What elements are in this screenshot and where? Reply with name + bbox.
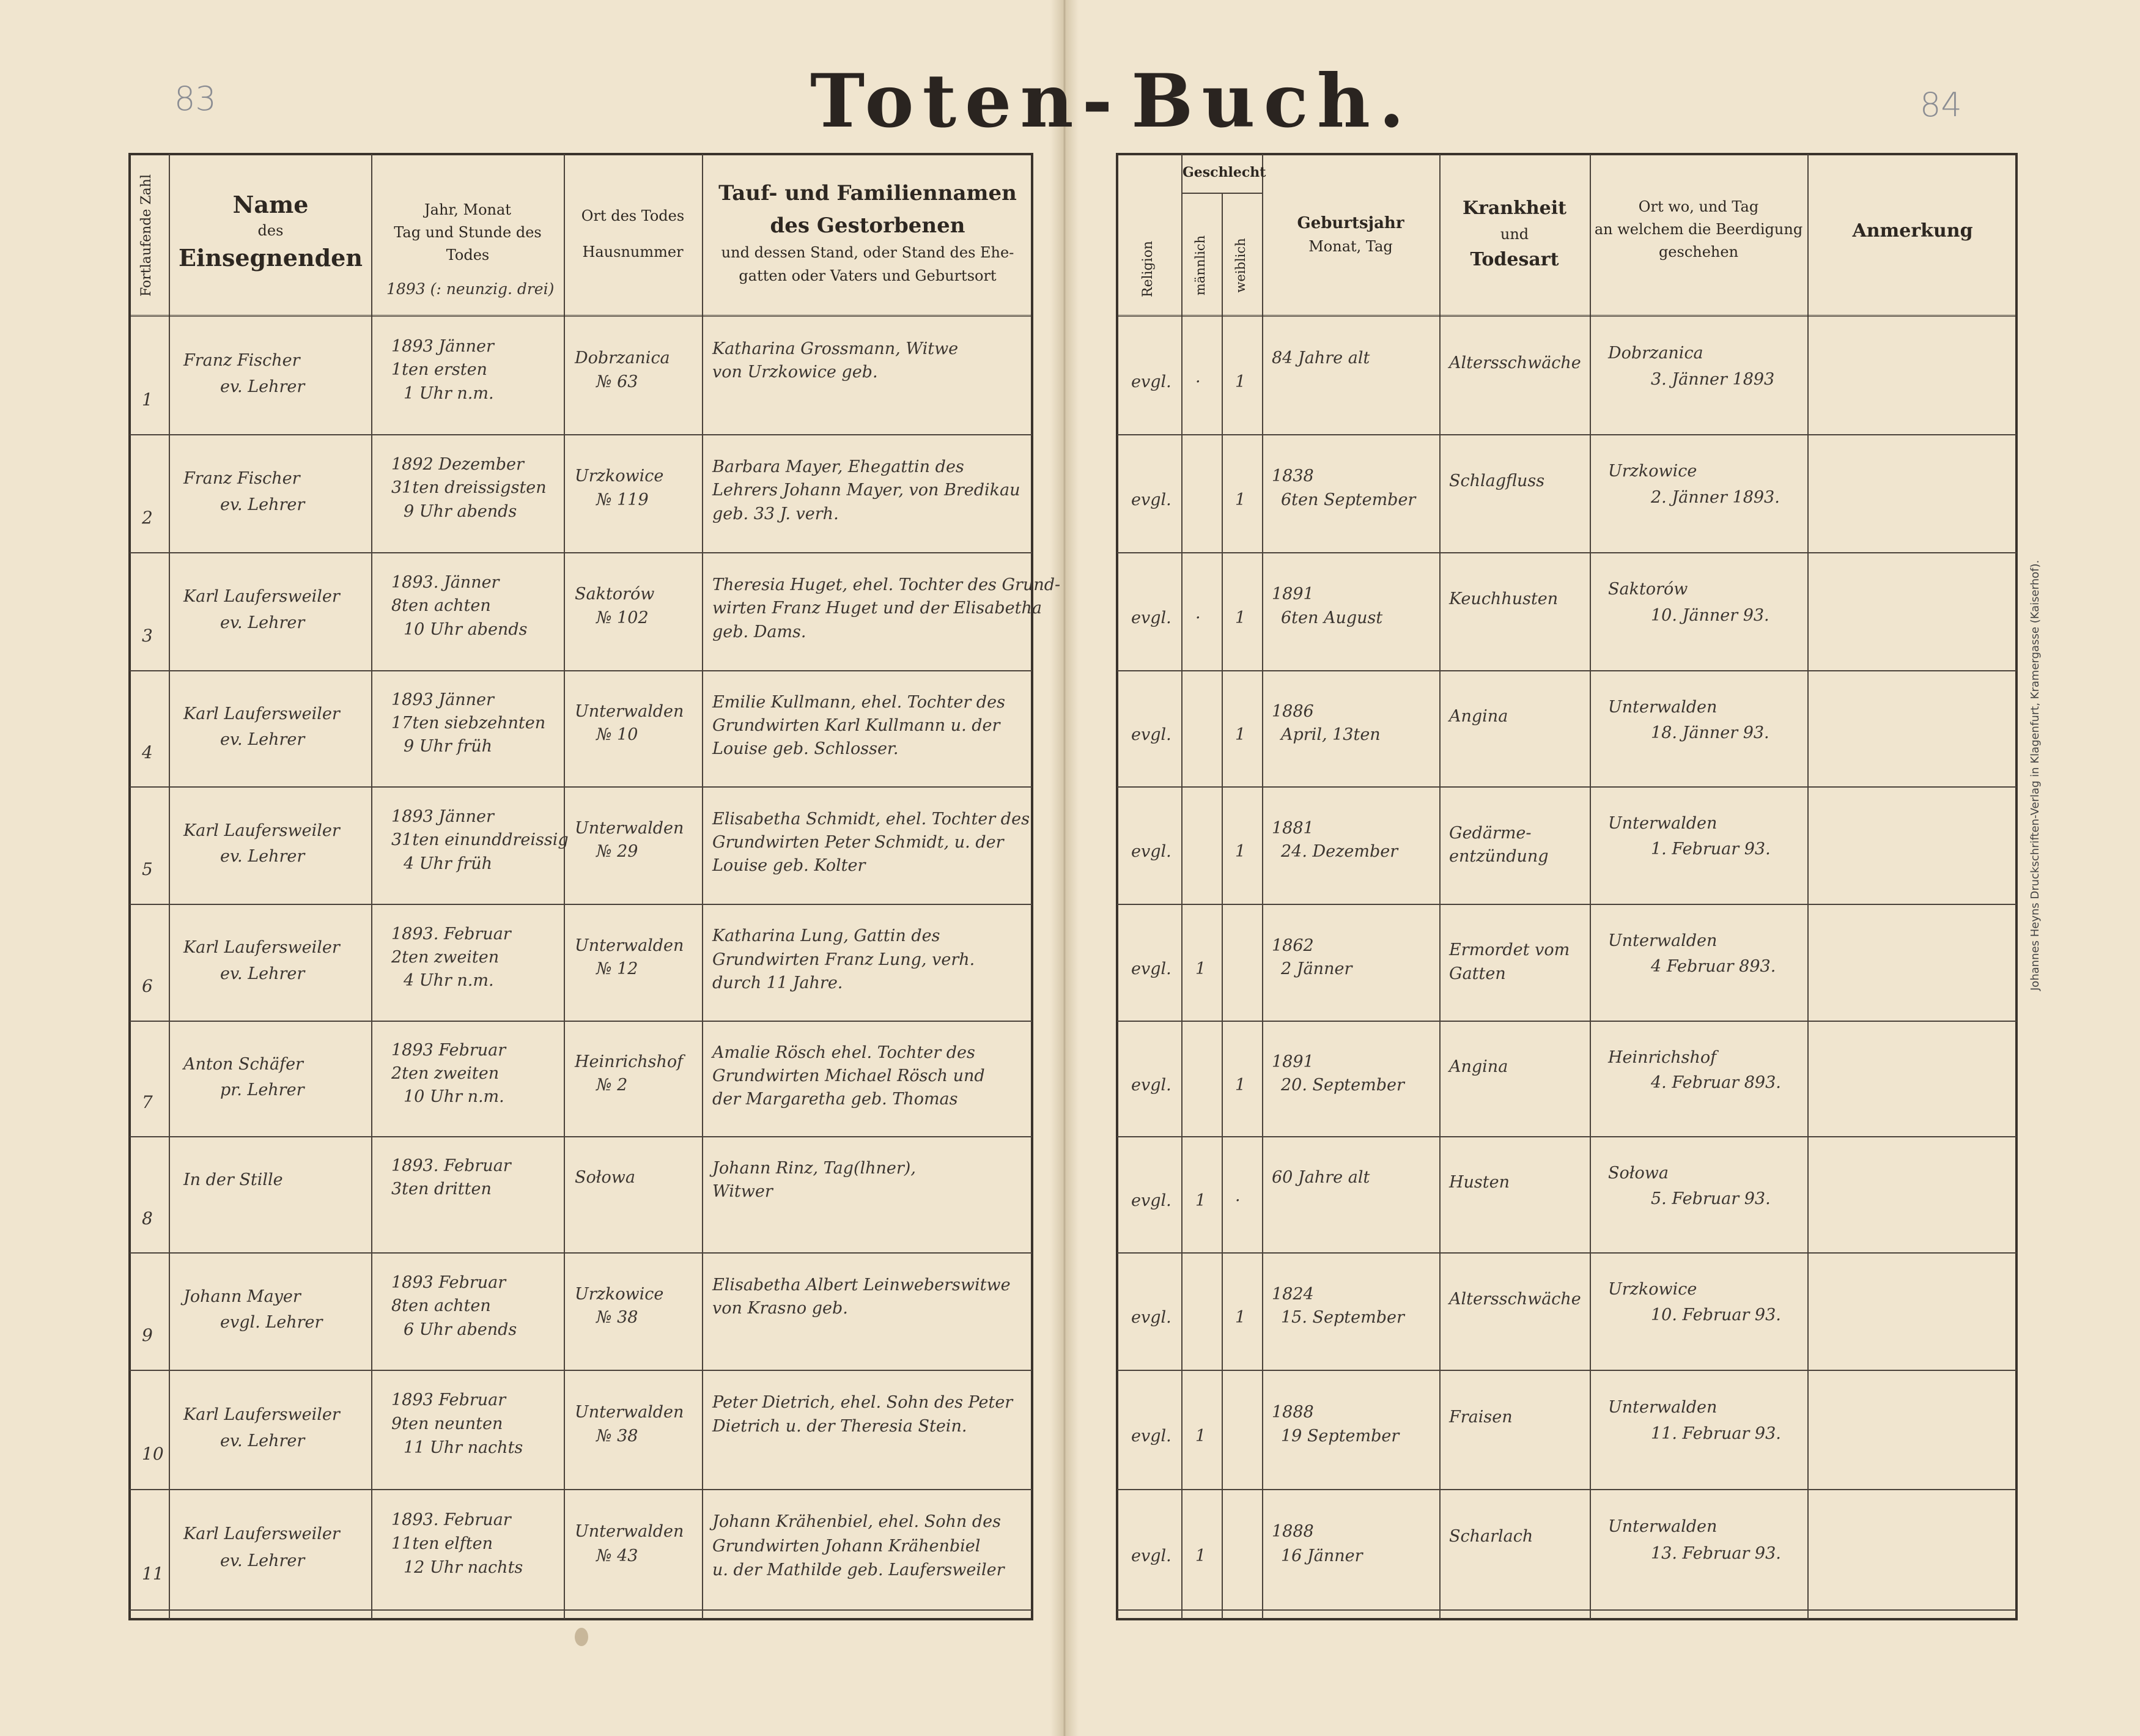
- row-line: [1117, 1136, 2016, 1137]
- header-deceased-line2: des Gestorbenen: [770, 213, 965, 238]
- row-number: 9: [142, 1325, 153, 1345]
- row-burial-place: Unterwalden: [1608, 814, 1718, 833]
- header-date-handwritten: 1893 (: neunzig. drei): [386, 280, 555, 298]
- header-name-line1: Name: [232, 191, 309, 218]
- row-house-number: № 12: [596, 959, 638, 978]
- row-death-day: 3ten dritten: [391, 1180, 492, 1199]
- row-house-number: № 10: [596, 725, 638, 744]
- page-title-right: Buch.: [1131, 58, 1413, 144]
- row-death-date: 1893. Februar: [391, 1510, 511, 1529]
- row-death-hour: 1 Uhr n.m.: [404, 384, 494, 403]
- row-deceased-line3: Louise geb. Kolter: [712, 856, 866, 875]
- row-deceased-line2: wirten Franz Huget und der Elisabetha: [712, 599, 1042, 618]
- row-deceased-line2: Dietrich u. der Theresia Stein.: [712, 1417, 967, 1436]
- row-religion: evgl.: [1131, 725, 1171, 744]
- row-number: 10: [142, 1444, 164, 1464]
- row-cause: Fraisen: [1449, 1408, 1513, 1427]
- row-death-day: 1ten ersten: [391, 360, 487, 379]
- header-rule-left: [130, 315, 1032, 317]
- row-number: 8: [142, 1208, 153, 1228]
- row-officiant-title: ev. Lehrer: [220, 1551, 305, 1570]
- row-cause: Schlagfluss: [1449, 471, 1545, 490]
- row-birth-year: 1888: [1272, 1403, 1314, 1422]
- row-death-date: 1893 Jänner: [391, 807, 494, 826]
- row-death-hour: 12 Uhr nachts: [404, 1558, 523, 1577]
- row-cause: Altersschwäche: [1449, 353, 1581, 372]
- header-date-line3: Todes: [446, 246, 490, 264]
- row-burial-date: 4 Februar 893.: [1651, 957, 1776, 976]
- row-number: 1: [142, 390, 153, 410]
- row-deceased-line2: von Urzkowice geb.: [712, 363, 878, 382]
- row-cause: Altersschwäche: [1449, 1290, 1581, 1309]
- row-deceased-line2: Grundwirten Peter Schmidt, u. der: [712, 833, 1004, 852]
- col-line: [1222, 193, 1223, 1619]
- row-officiant-title: pr. Lehrer: [220, 1080, 304, 1099]
- row-deceased-line2: Grundwirten Johann Krähenbiel: [712, 1537, 981, 1556]
- row-death-place: Unterwalden: [575, 1403, 684, 1422]
- row-female: 1: [1235, 1308, 1246, 1327]
- row-death-day: 8ten achten: [391, 596, 491, 615]
- header-deceased-line4: gatten oder Vaters und Geburtsort: [739, 267, 997, 284]
- row-deceased-line3: geb. 33 J. verh.: [712, 504, 839, 523]
- row-deceased-line2: Witwer: [712, 1182, 773, 1201]
- row-deceased-line2: Lehrers Johann Mayer, von Bredikau: [712, 481, 1020, 500]
- header-place: [565, 205, 701, 264]
- row-burial-date: 4. Februar 893.: [1651, 1073, 1781, 1092]
- header-running-number: Fortlaufende Zahl: [139, 174, 154, 297]
- row-birth-year: 84 Jahre alt: [1272, 349, 1370, 368]
- row-female: 1: [1235, 842, 1246, 861]
- row-religion: evgl.: [1131, 959, 1171, 978]
- book-gutter: [1050, 0, 1079, 1736]
- row-deceased-line2: Grundwirten Karl Kullmann u. der: [712, 716, 1000, 735]
- row-male: 1: [1195, 959, 1206, 978]
- row-male: 1: [1195, 1191, 1206, 1210]
- row-birth-date: 15. September: [1281, 1308, 1404, 1327]
- row-deceased-line3: Louise geb. Schlosser.: [712, 739, 899, 758]
- row-burial-date: 18. Jänner 93.: [1651, 723, 1769, 742]
- row-burial-place: Unterwalden: [1608, 931, 1718, 950]
- header-date: [372, 199, 563, 267]
- row-officiant-name: Karl Laufersweiler: [183, 1405, 340, 1424]
- row-number: 11: [142, 1564, 164, 1584]
- row-death-hour: 10 Uhr abends: [404, 620, 528, 639]
- row-house-number: № 102: [596, 608, 649, 627]
- row-burial-place: Unterwalden: [1608, 698, 1718, 717]
- row-officiant-name: Franz Fischer: [183, 351, 300, 370]
- row-male: 1: [1195, 1427, 1206, 1446]
- col-line: [1262, 154, 1263, 1619]
- header-name: [171, 190, 370, 273]
- row-officiant-title: ev. Lehrer: [220, 847, 305, 866]
- row-line: [1117, 1252, 2016, 1254]
- row-cause: Angina: [1449, 707, 1508, 726]
- header-female: weiblich: [1233, 238, 1248, 293]
- row-line: [1117, 904, 2016, 905]
- row-officiant-title: ev. Lehrer: [220, 377, 305, 396]
- row-death-day: 31ten dreissigsten: [391, 478, 547, 497]
- row-line: [130, 786, 1032, 788]
- row-male: ·: [1195, 608, 1201, 627]
- row-officiant-name: In der Stille: [183, 1170, 283, 1189]
- row-death-day: 2ten zweiten: [391, 948, 500, 967]
- row-burial-place: Saktorów: [1608, 580, 1688, 599]
- row-death-place: Unterwalden: [575, 936, 684, 955]
- row-deceased-line3: u. der Mathilde geb. Laufersweiler: [712, 1561, 1005, 1579]
- col-line: [1590, 154, 1591, 1619]
- row-birth-date: 2 Jänner: [1281, 959, 1352, 978]
- row-cause-line2: Gatten: [1449, 964, 1506, 983]
- row-death-place: Urzkowice: [575, 467, 664, 486]
- row-death-place: Unterwalden: [575, 1522, 684, 1541]
- header-disease-line2: und: [1500, 225, 1529, 243]
- row-death-date: 1893 Februar: [391, 1391, 506, 1409]
- row-birth-year: 1838: [1272, 467, 1314, 486]
- row-burial-date: 10. Februar 93.: [1651, 1306, 1781, 1324]
- row-burial-place: Unterwalden: [1608, 1517, 1718, 1536]
- row-religion: evgl.: [1131, 1076, 1171, 1095]
- row-female: 1: [1235, 608, 1246, 627]
- row-birth-year: 1862: [1272, 936, 1314, 955]
- row-house-number: № 29: [596, 842, 638, 861]
- row-burial-place: Urzkowice: [1608, 1280, 1697, 1299]
- row-line: [1117, 1609, 2016, 1611]
- header-burial-line3: geschehen: [1658, 243, 1739, 261]
- row-religion: evgl.: [1131, 1427, 1171, 1446]
- row-deceased-line1: Elisabetha Albert Leinweberswitwe: [712, 1276, 1011, 1295]
- row-death-date: 1893. Februar: [391, 1156, 511, 1175]
- row-officiant-title: ev. Lehrer: [220, 1431, 305, 1450]
- row-line: [1117, 552, 2016, 553]
- row-death-date: 1893 Jänner: [391, 690, 494, 709]
- row-line: [1117, 1021, 2016, 1022]
- header-disease-line3: Todesart: [1470, 248, 1559, 270]
- row-death-day: 9ten neunten: [391, 1414, 503, 1433]
- row-birth-year: 1891: [1272, 585, 1314, 604]
- row-officiant-name: Karl Laufersweiler: [183, 821, 340, 840]
- row-line: [130, 552, 1032, 553]
- row-line: [130, 1609, 1032, 1611]
- row-house-number: № 38: [596, 1427, 638, 1446]
- row-deceased-line1: Elisabetha Schmidt, ehel. Tochter des: [712, 810, 1030, 829]
- row-line: [1117, 670, 2016, 671]
- row-female: 1: [1235, 1076, 1246, 1095]
- row-line: [1117, 1489, 2016, 1490]
- row-deceased-line2: von Krasno geb.: [712, 1299, 848, 1318]
- row-religion: evgl.: [1131, 608, 1171, 627]
- row-deceased-line3: geb. Dams.: [712, 622, 806, 641]
- row-death-place: Unterwalden: [575, 702, 684, 721]
- header-name-line3: Einsegnenden: [179, 243, 363, 271]
- row-line: [1117, 786, 2016, 788]
- row-death-hour: 4 Uhr früh: [404, 854, 493, 873]
- header-remark: [1809, 217, 2016, 246]
- row-house-number: № 38: [596, 1308, 638, 1327]
- row-officiant-name: Anton Schäfer: [183, 1055, 303, 1074]
- row-male: 1: [1195, 1546, 1206, 1565]
- row-religion: evgl.: [1131, 490, 1171, 509]
- row-birth-date: April, 13ten: [1281, 725, 1381, 744]
- row-burial-place: Dobrzanica: [1608, 344, 1703, 363]
- row-number: 5: [142, 859, 153, 879]
- header-birth: [1263, 211, 1438, 258]
- row-officiant-name: Franz Fischer: [183, 469, 300, 488]
- row-death-date: 1893. Jänner: [391, 573, 500, 592]
- row-cause: Gedärme-: [1449, 824, 1532, 843]
- row-house-number: № 63: [596, 372, 638, 391]
- row-line: [130, 1136, 1032, 1137]
- col-line: [1807, 154, 1809, 1619]
- row-birth-year: 1886: [1272, 702, 1314, 721]
- row-death-hour: 9 Uhr abends: [404, 502, 517, 521]
- row-death-place: Urzkowice: [575, 1285, 664, 1304]
- row-deceased-line1: Katharina Grossmann, Witwe: [712, 339, 959, 358]
- paper-stain: [575, 1628, 588, 1646]
- row-house-number: № 119: [596, 490, 649, 509]
- header-burial: [1591, 196, 1806, 264]
- row-birth-date: 6ten September: [1281, 490, 1416, 509]
- row-birth-year: 60 Jahre alt: [1272, 1168, 1370, 1187]
- page-title-left: Toten-: [810, 58, 1121, 144]
- row-officiant-name: Johann Mayer: [183, 1287, 301, 1306]
- row-death-place: Dobrzanica: [575, 349, 670, 368]
- row-female: 1: [1235, 725, 1246, 744]
- row-line: [130, 904, 1032, 905]
- row-deceased-line3: durch 11 Jahre.: [712, 973, 843, 992]
- row-officiant-title: evgl. Lehrer: [220, 1313, 323, 1332]
- row-death-date: 1893 Februar: [391, 1273, 506, 1292]
- row-death-date: 1893 Februar: [391, 1041, 506, 1060]
- row-birth-date: 6ten August: [1281, 608, 1383, 627]
- row-death-day: 2ten zweiten: [391, 1064, 500, 1083]
- row-burial-date: 10. Jänner 93.: [1651, 606, 1769, 625]
- folio-left: 83: [174, 79, 216, 118]
- header-burial-line1: Ort wo, und Tag: [1638, 198, 1759, 215]
- row-death-hour: 10 Uhr n.m.: [404, 1087, 504, 1106]
- row-burial-place: Unterwalden: [1608, 1398, 1718, 1417]
- row-death-hour: 11 Uhr nachts: [404, 1438, 523, 1457]
- header-remark-label: Anmerkung: [1852, 220, 1973, 242]
- row-deceased-line1: Amalie Rösch ehel. Tochter des: [712, 1043, 975, 1062]
- row-death-place: Sołowa: [575, 1168, 635, 1187]
- row-cause: Ermordet vom: [1449, 940, 1570, 959]
- row-religion: evgl.: [1131, 1546, 1171, 1565]
- row-cause: Husten: [1449, 1173, 1510, 1192]
- col-line: [169, 154, 170, 1619]
- row-officiant-name: Karl Laufersweiler: [183, 587, 340, 606]
- row-line: [130, 1489, 1032, 1490]
- row-deceased-line1: Peter Dietrich, ehel. Sohn des Peter: [712, 1393, 1013, 1412]
- row-birth-date: 19 September: [1281, 1427, 1400, 1446]
- sex-subheader-line: [1181, 193, 1262, 194]
- row-religion: evgl.: [1131, 1191, 1171, 1210]
- header-sex: Geschlecht: [1183, 164, 1266, 180]
- row-death-day: 31ten einunddreissig: [391, 830, 569, 849]
- row-birth-year: 1891: [1272, 1052, 1314, 1071]
- row-officiant-title: ev. Lehrer: [220, 730, 305, 749]
- header-name-line2: des: [257, 222, 284, 240]
- row-female: ·: [1235, 1191, 1241, 1210]
- row-line: [1117, 1370, 2016, 1371]
- row-house-number: № 43: [596, 1546, 638, 1565]
- printer-imprint: Johannes Heyns Druckschriften-Verlag in Klagenfurt, Kramergasse (Kaiserhof).: [2029, 560, 2042, 991]
- row-officiant-name: Karl Laufersweiler: [183, 938, 340, 957]
- row-officiant-title: ev. Lehrer: [220, 613, 305, 632]
- row-line: [130, 1021, 1032, 1022]
- row-cause: Angina: [1449, 1057, 1508, 1076]
- row-death-date: 1892 Dezember: [391, 455, 524, 474]
- row-line: [130, 434, 1032, 435]
- row-birth-year: 1888: [1272, 1522, 1314, 1541]
- row-officiant-name: Karl Laufersweiler: [183, 704, 340, 723]
- row-burial-date: 11. Februar 93.: [1651, 1424, 1781, 1443]
- row-religion: evgl.: [1131, 842, 1171, 861]
- header-deceased-line1: Tauf- und Familiennamen: [718, 181, 1017, 205]
- row-house-number: № 2: [596, 1076, 628, 1095]
- row-death-place: Heinrichshof: [575, 1052, 684, 1071]
- row-deceased-line1: Johann Rinz, Tag(lhner),: [712, 1159, 916, 1178]
- row-cause-line2: entzündung: [1449, 847, 1549, 866]
- row-deceased-line2: Grundwirten Michael Rösch und: [712, 1066, 985, 1085]
- col-line: [702, 154, 703, 1619]
- row-number: 4: [142, 742, 153, 763]
- header-deceased: [703, 177, 1032, 287]
- row-deceased-line2: Grundwirten Franz Lung, verh.: [712, 950, 975, 969]
- row-cause: Keuchhusten: [1449, 589, 1559, 608]
- header-disease-line1: Krankheit: [1462, 198, 1567, 219]
- col-line: [371, 154, 372, 1619]
- row-line: [130, 1370, 1032, 1371]
- row-birth-year: 1824: [1272, 1285, 1314, 1304]
- row-number: 3: [142, 626, 153, 646]
- row-birth-date: 24. Dezember: [1281, 842, 1398, 861]
- row-line: [130, 1252, 1032, 1254]
- header-birth-line1: Geburtsjahr: [1297, 214, 1404, 232]
- row-death-place: Unterwalden: [575, 819, 684, 838]
- row-burial-date: 3. Jänner 1893: [1651, 370, 1775, 389]
- row-deceased-line1: Theresia Huget, ehel. Tochter des Grund-: [712, 575, 1061, 594]
- col-line: [1439, 154, 1441, 1619]
- row-deceased-line1: Barbara Mayer, Ehegattin des: [712, 457, 964, 476]
- row-male: ·: [1195, 372, 1201, 391]
- header-date-line2: Tag und Stunde des: [394, 224, 542, 242]
- header-male: männlich: [1193, 235, 1208, 296]
- row-line: [1117, 434, 2016, 435]
- row-birth-date: 20. September: [1281, 1076, 1404, 1095]
- row-burial-date: 2. Jänner 1893.: [1651, 488, 1780, 507]
- row-death-date: 1893. Februar: [391, 925, 511, 944]
- row-death-day: 8ten achten: [391, 1296, 491, 1315]
- row-number: 7: [142, 1092, 153, 1112]
- row-burial-place: Sołowa: [1608, 1164, 1669, 1183]
- row-death-hour: 6 Uhr abends: [404, 1320, 517, 1339]
- header-birth-line2: Monat, Tag: [1308, 238, 1393, 256]
- row-cause: Scharlach: [1449, 1527, 1533, 1546]
- folio-right: 84: [1920, 86, 1962, 124]
- row-deceased-line1: Emilie Kullmann, ehel. Tochter des: [712, 693, 1005, 712]
- row-burial-date: 5. Februar 93.: [1651, 1189, 1771, 1208]
- col-line: [564, 154, 565, 1619]
- row-number: 2: [142, 508, 153, 528]
- row-religion: evgl.: [1131, 372, 1171, 391]
- row-number: 6: [142, 976, 153, 996]
- row-officiant-title: ev. Lehrer: [220, 495, 305, 514]
- row-death-hour: 4 Uhr n.m.: [404, 971, 494, 990]
- header-disease: [1441, 194, 1588, 274]
- row-birth-date: 16 Jänner: [1281, 1546, 1363, 1565]
- row-burial-place: Heinrichshof: [1608, 1048, 1717, 1067]
- row-burial-date: 1. Februar 93.: [1651, 840, 1771, 859]
- header-date-line1: Jahr, Monat: [424, 201, 511, 218]
- row-death-place: Saktorów: [575, 585, 655, 604]
- row-officiant-name: Karl Laufersweiler: [183, 1524, 340, 1543]
- row-burial-date: 13. Februar 93.: [1651, 1544, 1781, 1563]
- row-death-day: 17ten siebzehnten: [391, 714, 546, 733]
- row-death-hour: 9 Uhr früh: [404, 737, 493, 756]
- row-death-day: 11ten elften: [391, 1534, 493, 1553]
- header-burial-line2: an welchem die Beerdigung: [1594, 221, 1803, 238]
- row-deceased-line3: der Margaretha geb. Thomas: [712, 1090, 958, 1109]
- row-birth-year: 1881: [1272, 819, 1314, 838]
- row-female: 1: [1235, 490, 1246, 509]
- header-religion: Religion: [1140, 240, 1156, 298]
- row-deceased-line1: Johann Krähenbiel, ehel. Sohn des: [712, 1512, 1001, 1531]
- row-burial-place: Urzkowice: [1608, 462, 1697, 481]
- header-deceased-line3: und dessen Stand, oder Stand des Ehe-: [721, 244, 1014, 262]
- row-line: [130, 670, 1032, 671]
- row-deceased-line1: Katharina Lung, Gattin des: [712, 926, 940, 945]
- row-female: 1: [1235, 372, 1246, 391]
- col-line: [1181, 154, 1183, 1619]
- row-religion: evgl.: [1131, 1308, 1171, 1327]
- row-officiant-title: ev. Lehrer: [220, 964, 305, 983]
- header-rule-right: [1117, 315, 2016, 317]
- row-death-date: 1893 Jänner: [391, 337, 494, 356]
- header-place-line2: Hausnummer: [582, 243, 684, 261]
- header-place-line1: Ort des Todes: [581, 207, 685, 224]
